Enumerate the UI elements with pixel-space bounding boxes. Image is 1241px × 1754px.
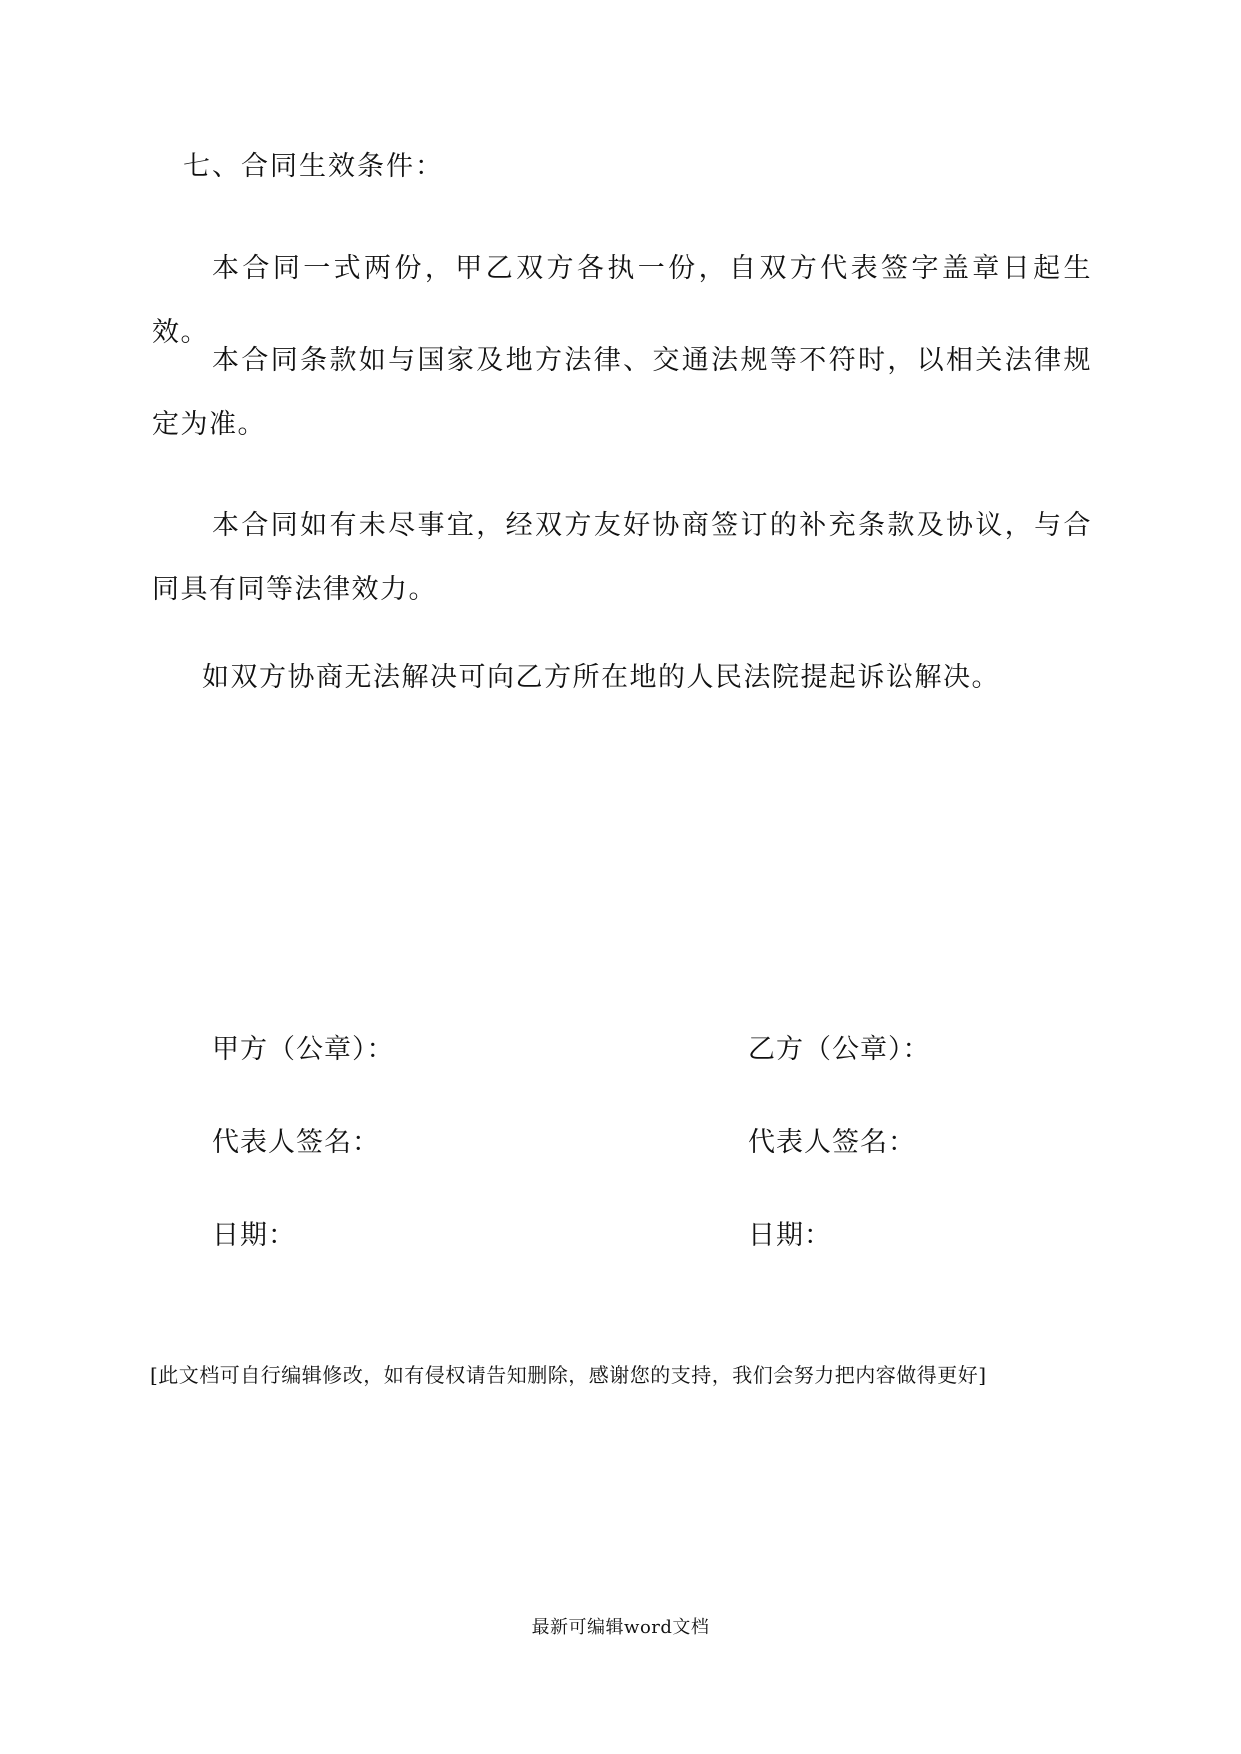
party-b-date-label: 日期： [748,1220,832,1251]
party-a-representative-label: 代表人签名： [212,1127,380,1158]
party-a-seal-label: 甲方（公章）： [212,1034,395,1065]
party-b-representative-label: 代表人签名： [748,1127,916,1158]
paragraph-legal-conflict: 本合同条款如与国家及地方法律、交通法规等不符时，以相关法律规定为准。 [152,345,1092,440]
paragraph-supplement: 本合同如有未尽事宜，经双方友好协商签订的补充条款及协议，与合同具有同等法律效力。 [152,510,1092,605]
disclaimer-note: [此文档可自行编辑修改，如有侵权请告知删除，感谢您的支持，我们会努力把内容做得更好] [150,1363,987,1387]
paragraph-dispute: 如双方协商无法解决可向乙方所在地的人民法院提起诉讼解决。 [202,662,1000,693]
section-heading: 七、合同生效条件： [183,151,444,182]
party-a-date-label: 日期： [212,1220,296,1251]
page-footer: 最新可编辑word文档 [531,1617,710,1638]
party-b-seal-label: 乙方（公章）： [748,1034,931,1065]
paragraph-effective: 本合同一式两份，甲乙双方各执一份，自双方代表签字盖章日起生效。 [152,253,1092,348]
